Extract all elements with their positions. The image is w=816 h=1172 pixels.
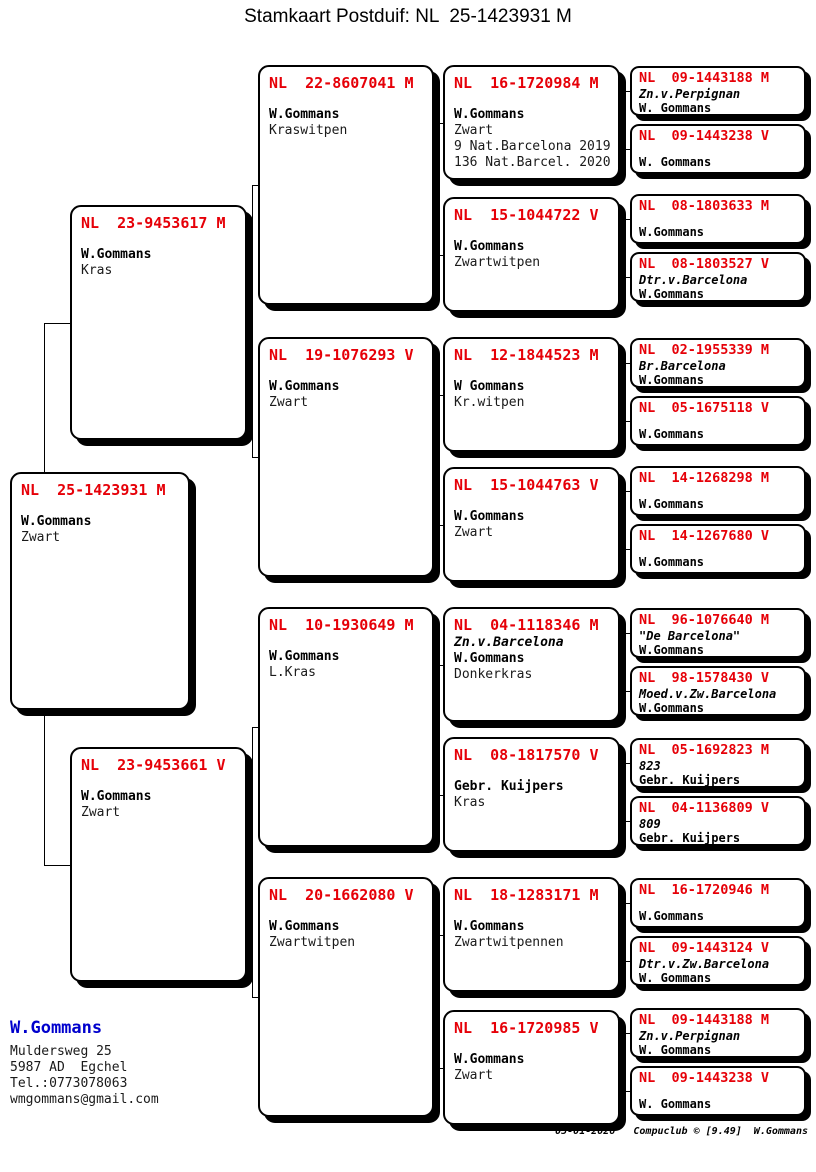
box-line: 809 <box>639 817 661 831</box>
ring-number: NL 08-1803633 M <box>639 198 770 214</box>
box-line: Zwartwitpen <box>454 255 541 270</box>
box-line: Zwartwitpen <box>269 935 356 950</box>
box-line <box>269 905 423 919</box>
box-line: Br.Barcelona <box>639 359 726 373</box>
ring-number: NL 18-1283171 M <box>454 886 599 904</box>
box-line <box>454 225 609 239</box>
box-line: Zn.v.Perpignan <box>639 1029 741 1043</box>
box-line: Zwart <box>454 525 494 540</box>
pedigree-box <box>630 1008 806 1058</box>
ring-number: NL 05-1675118 V <box>639 400 770 416</box>
box-line: "De Barcelona" <box>639 629 741 643</box>
box-line <box>454 93 609 107</box>
pedigree-box <box>258 65 434 305</box>
box-line: Zwart <box>21 530 61 545</box>
pedigree-box <box>630 396 806 446</box>
box-line: W.Gommans <box>81 247 152 262</box>
pedigree-box <box>630 796 806 846</box>
connector-line <box>625 219 626 277</box>
box-line: W. Gommans <box>639 971 712 985</box>
ring-number: NL 15-1044722 V <box>454 206 599 224</box>
owner-address-line: Muldersweg 25 <box>10 1044 112 1059</box>
box-line: W. Gommans <box>639 155 712 169</box>
ring-number: NL 23-9453661 V <box>81 756 226 774</box>
box-line: L.Kras <box>269 665 316 680</box>
box-line <box>639 899 797 909</box>
ring-number: NL 19-1076293 V <box>269 346 414 364</box>
box-line <box>269 635 423 649</box>
connector-line <box>620 1068 625 1069</box>
box-line <box>81 233 236 247</box>
ring-number: NL 09-1443238 V <box>639 1070 770 1086</box>
pedigree-box <box>630 666 806 716</box>
box-line: W. Gommans <box>639 101 712 115</box>
connector-line <box>434 185 438 186</box>
owner-name: W.Gommans <box>10 1018 103 1038</box>
box-line: W.Gommans <box>639 497 705 511</box>
connector-line <box>438 123 439 255</box>
connector-line <box>625 1033 626 1091</box>
pedigree-box <box>630 524 806 574</box>
box-line: W.Gommans <box>269 379 340 394</box>
box-line: W.Gommans <box>269 107 340 122</box>
box-line: Dtr.v.Barcelona <box>639 273 748 287</box>
ring-number: NL 16-1720985 V <box>454 1019 599 1037</box>
print-info: 05-01-2026 Compuclub © [9.49] W.Gommans <box>555 1126 808 1137</box>
connector-line <box>438 665 439 795</box>
ring-number: NL 22-8607041 M <box>269 74 414 92</box>
connector-line <box>625 903 626 961</box>
box-line <box>81 775 236 789</box>
owner-address-line: 5987 AD Egchel <box>10 1060 128 1075</box>
box-line: W.Gommans <box>639 643 705 657</box>
connector-line <box>252 185 253 457</box>
box-line: W.Gommans <box>454 919 525 934</box>
pedigree-box <box>630 124 806 174</box>
connector-line <box>625 491 626 549</box>
box-line: W.Gommans <box>454 651 525 666</box>
connector-line <box>625 763 626 821</box>
box-line: W.Gommans <box>454 1052 525 1067</box>
pedigree-box <box>443 467 620 582</box>
box-line: Donkerkras <box>454 667 533 682</box>
owner-address-block <box>10 1044 159 1108</box>
box-line <box>454 1038 609 1052</box>
ring-number: NL 08-1803527 V <box>639 256 770 272</box>
ring-number: NL 10-1930649 M <box>269 616 414 634</box>
connector-line <box>625 91 626 149</box>
connector-line <box>620 123 625 124</box>
connector-line <box>434 997 438 998</box>
pedigree-box <box>630 608 806 658</box>
box-line: Zwart <box>269 395 309 410</box>
box-line: Dtr.v.Zw.Barcelona <box>639 957 770 971</box>
box-line: W.Gommans <box>454 509 525 524</box>
box-line: W.Gommans <box>639 555 705 569</box>
pedigree-box <box>70 205 247 440</box>
box-line: Zwartwitpennen <box>454 935 564 950</box>
ring-number: NL 15-1044763 V <box>454 476 599 494</box>
box-line: Kraswitpen <box>269 123 348 138</box>
box-line <box>639 545 797 555</box>
box-line <box>639 145 797 155</box>
connector-line <box>620 255 625 256</box>
box-line <box>269 93 423 107</box>
owner-address-line: wmgommans@gmail.com <box>10 1092 159 1107</box>
box-line <box>454 365 609 379</box>
box-line: W. Gommans <box>639 1097 712 1111</box>
pedigree-box <box>630 878 806 928</box>
connector-line <box>620 935 625 936</box>
box-line: W.Gommans <box>269 919 340 934</box>
pedigree-box <box>443 607 620 722</box>
box-line: Kras <box>454 795 486 810</box>
ring-number: NL 20-1662080 V <box>269 886 414 904</box>
ring-number: NL 98-1578430 V <box>639 670 770 686</box>
ring-number: NL 12-1844523 M <box>454 346 599 364</box>
box-line: W.Gommans <box>269 649 340 664</box>
ring-number: NL 23-9453617 M <box>81 214 226 232</box>
box-line <box>639 1087 797 1097</box>
ring-number: NL 02-1955339 M <box>639 342 770 358</box>
ring-number: NL 09-1443188 M <box>639 70 770 86</box>
ring-number: NL 16-1720946 M <box>639 882 770 898</box>
box-line <box>454 765 609 779</box>
pedigree-box <box>630 466 806 516</box>
ring-number: NL 16-1720984 M <box>454 74 599 92</box>
connector-line <box>438 935 439 1068</box>
box-line: W.Gommans <box>454 107 525 122</box>
connector-line <box>434 727 438 728</box>
box-line: W.Gommans <box>639 701 705 715</box>
pedigree-box <box>630 738 806 788</box>
connector-line <box>625 363 626 421</box>
ring-number: NL 14-1267680 V <box>639 528 770 544</box>
box-line <box>639 215 797 225</box>
connector-line <box>620 395 625 396</box>
pedigree-box <box>443 737 620 852</box>
ring-number: NL 05-1692823 M <box>639 742 770 758</box>
box-line: W Gommans <box>454 379 525 394</box>
ring-number: NL 09-1443124 V <box>639 940 770 956</box>
pedigree-box <box>630 1066 806 1116</box>
box-line: W.Gommans <box>81 789 152 804</box>
box-line <box>639 487 797 497</box>
pedigree-box <box>630 66 806 116</box>
connector-line <box>620 795 625 796</box>
box-line: Zwart <box>454 123 494 138</box>
ring-number: NL 25-1423931 M <box>21 481 166 499</box>
box-line <box>639 417 797 427</box>
pedigree-box <box>70 747 247 982</box>
ring-number: NL 96-1076640 M <box>639 612 770 628</box>
connector-line <box>252 727 253 997</box>
ring-number: NL 09-1443238 V <box>639 128 770 144</box>
pedigree-box <box>443 65 620 180</box>
box-line: Gebr. Kuijpers <box>639 773 741 787</box>
connector-line <box>247 323 252 324</box>
box-line <box>21 500 179 514</box>
box-line: 9 Nat.Barcelona 2019 <box>454 139 611 154</box>
box-line: Zn.v.Perpignan <box>639 87 741 101</box>
pedigree-box <box>630 194 806 244</box>
box-line: Gebr. Kuijpers <box>639 831 741 845</box>
box-line: Gebr. Kuijpers <box>454 779 564 794</box>
box-line: W.Gommans <box>639 287 705 301</box>
pedigree-box <box>258 607 434 847</box>
page-title: Stamkaart Postduif: NL 25-1423931 M <box>244 6 572 27</box>
box-line: W.Gommans <box>639 909 705 923</box>
pedigree-box <box>443 1010 620 1125</box>
pedigree-box <box>258 877 434 1117</box>
connector-line <box>44 323 70 324</box>
pedigree-box <box>10 472 190 710</box>
ring-number: NL 04-1118346 M <box>454 616 599 634</box>
connector-line <box>625 633 626 691</box>
box-line: Zwart <box>81 805 121 820</box>
connector-line <box>434 457 438 458</box>
connector-line <box>247 865 252 866</box>
ring-number: NL 14-1268298 M <box>639 470 770 486</box>
box-line: 823 <box>639 759 661 773</box>
box-line <box>454 905 609 919</box>
pedigree-box <box>443 877 620 992</box>
connector-line <box>620 525 625 526</box>
connector-line <box>438 395 439 525</box>
box-line: W. Gommans <box>639 1043 712 1057</box>
pedigree-box <box>630 338 806 388</box>
box-line <box>269 365 423 379</box>
box-line: 136 Nat.Barcel. 2020 <box>454 155 611 170</box>
pedigree-box <box>258 337 434 577</box>
box-line: Kr.witpen <box>454 395 525 410</box>
pedigree-box <box>630 936 806 986</box>
connector-line <box>620 665 625 666</box>
pedigree-box <box>630 252 806 302</box>
connector-line <box>44 865 70 866</box>
pedigree-box <box>443 197 620 312</box>
box-line <box>454 495 609 509</box>
box-line: W.Gommans <box>639 427 705 441</box>
owner-address-line: Tel.:0773078063 <box>10 1076 128 1091</box>
box-line: W.Gommans <box>21 514 92 529</box>
box-line: Moed.v.Zw.Barcelona <box>639 687 777 701</box>
pedigree-box <box>443 337 620 452</box>
ring-number: NL 04-1136809 V <box>639 800 770 816</box>
box-line: W.Gommans <box>454 239 525 254</box>
box-line: Zwart <box>454 1068 494 1083</box>
box-line: W.Gommans <box>639 225 705 239</box>
ring-number: NL 09-1443188 M <box>639 1012 770 1028</box>
box-line: W.Gommans <box>639 373 705 387</box>
ring-number: NL 08-1817570 V <box>454 746 599 764</box>
box-line: Kras <box>81 263 113 278</box>
box-line: Zn.v.Barcelona <box>454 635 564 650</box>
